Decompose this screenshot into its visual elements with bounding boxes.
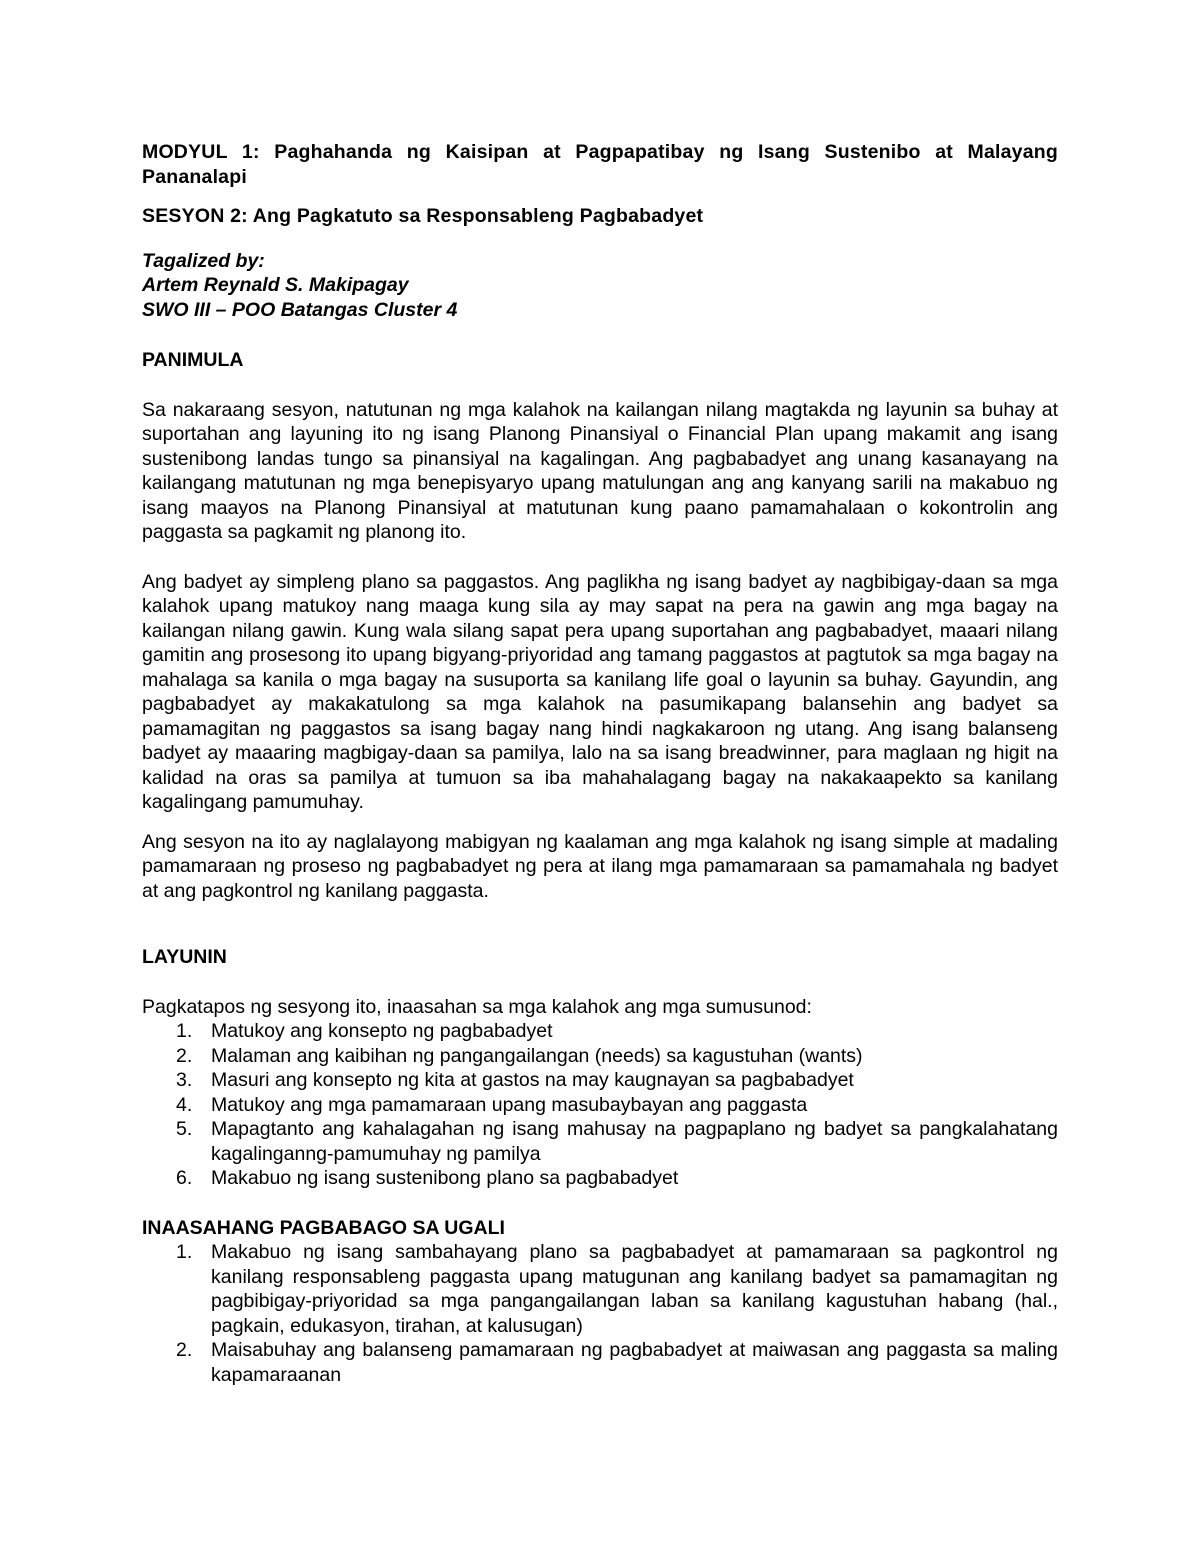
list-item: [142, 1338, 1058, 1387]
list-item: [142, 1044, 1058, 1069]
inaasahan-heading: INAASAHANG PAGBABAGO SA UGALI: [142, 1216, 505, 1239]
panimula-paragraph-1: Sa nakaraang sesyon, natutunan ng mga kalahok na kailangan nilang magtakda ng layunin sa buhay at suportahan ang layuning ito ng isang Planong Pinansiyal o Financial Plan upang makamit ang isang sustenibong landas tungo sa pinansiyal na kagalingan. Ang pagbabadyet ang unang kasanayang na kailangang matutunan ng mga benepisyaryo upang matulungan ang ang kanyang sarili na makabuo ng isang maayos na Planong Pinansiyal at matutunan kung paano pamamahalaan o kokontrolin ang paggasta sa pagkamit ng planong ito.: [142, 398, 1058, 543]
list-item: [142, 1117, 1058, 1166]
list-text: Matukoy ang konsepto ng pagbabadyet: [211, 1020, 553, 1042]
inaasahan-list: [142, 1240, 1058, 1387]
panimula-paragraph-2: Ang badyet ay simpleng plano sa paggastos. Ang paglikha ng isang badyet ay nagbibigay-daan sa mga kalahok upang matukoy nang maaga kung sila ay may sapat na pera na gawin ang mga bagay na kailangan nilang gawin. Kung wala silang sapat pera upang suportahan ang pagbabadyet, maaari nilang gamitin ang prosesong ito upang bigyang-priyoridad ang tamang paggastos at pagtutok sa mga bagay na mahalaga sa kanila o mga bagay na susuporta sa kanilang life goal o layunin sa buhay. Gayundin, ang pagbabadyet ay makakatulong sa mga kalahok na pasumikapang balansehin ang badyet sa pamamagitan ng paggastos sa isang bagay nang hindi nagkakaroon ng utang. Ang isang balanseng badyet ay maaaring magbigay-daan sa pamilya, lalo na sa isang breadwinner, para maglaan ng higit na kalidad na oras sa pamilya at tumuon sa iba mahahalagang bagay na nakakaapekto sa kanilang kagalingang pamumuhay.: [142, 570, 1058, 813]
list-number: 5.: [176, 1118, 193, 1140]
layunin-heading: LAYUNIN: [142, 946, 227, 968]
list-number: 6.: [176, 1167, 193, 1189]
list-text: Mapagtanto ang kahalagahan ng isang mahusay na pagpaplano ng badyet sa pangkalahatang kagalinganng-pamumuhay ng pamilya: [211, 1118, 1058, 1165]
list-item: [142, 1166, 1058, 1191]
list-number: 1.: [176, 1241, 193, 1263]
credits-block: [142, 249, 1058, 323]
list-number: 4.: [176, 1093, 193, 1116]
module-title: MODYUL 1: Paghahanda ng Kaisipan at Pagpapatibay ng Isang Sustenibo at Malayang Pananalapi: [142, 141, 1058, 188]
list-text: Masuri ang konsepto ng kita at gastos na may kaugnayan sa pagbabadyet: [211, 1069, 854, 1091]
list-number: 2.: [176, 1339, 193, 1361]
list-text: Maisabuhay ang balanseng pamamaraan ng pagbabadyet at maiwasan ang paggasta sa maling kapamaraanan: [211, 1339, 1058, 1386]
list-text: Makabuo ng isang sambahayang plano sa pagbabadyet at pamamaraan sa pagkontrol ng kanilang responsableng paggasta upang matugunan ang kanilang badyet sa pamamagitan ng pagbibigay-priyoridad sa mga pangangailangan laban sa kanilang kagustuhan habang (hal., pagkain, edukasyon, tirahan, at kalusugan): [211, 1241, 1058, 1337]
layunin-intro: Pagkatapos ng sesyong ito, inaasahan sa mga kalahok ang mga sumusunod:: [142, 995, 812, 1018]
panimula-paragraph-3: Ang sesyon na ito ay naglalayong mabigyan ng kaalaman ang mga kalahok ng isang simple at madaling pamamaraan ng proseso ng pagbabadyet ng pera at ilang mga pamamaraan sa pamamahala ng badyet at ang pagkontrol ng kanilang paggasta.: [142, 830, 1058, 902]
credits-name: Artem Reynald S. Makipagay: [142, 274, 409, 296]
session-title: SESYON 2: Ang Pagkatuto sa Responsableng Pagbabadyet: [142, 205, 704, 227]
list-item: [142, 1240, 1058, 1338]
list-number: 3.: [176, 1069, 193, 1091]
list-item: [142, 1093, 1058, 1118]
list-text: Matukoy ang mga pamamaraan upang masubaybayan ang paggasta: [211, 1093, 808, 1116]
credits-position: SWO III – POO Batangas Cluster 4: [142, 298, 458, 321]
list-number: 1.: [176, 1020, 193, 1042]
list-number: 2.: [176, 1044, 193, 1067]
list-item: [142, 1019, 1058, 1044]
document-page: [142, 140, 1058, 1387]
panimula-heading: PANIMULA: [142, 349, 244, 371]
credits-label: Tagalized by:: [142, 249, 265, 272]
layunin-list: [142, 1019, 1058, 1191]
list-item: [142, 1068, 1058, 1093]
list-text: Makabuo ng isang sustenibong plano sa pagbabadyet: [211, 1167, 679, 1189]
list-text: Malaman ang kaibihan ng pangangailangan (needs) sa kagustuhan (wants): [211, 1044, 863, 1067]
